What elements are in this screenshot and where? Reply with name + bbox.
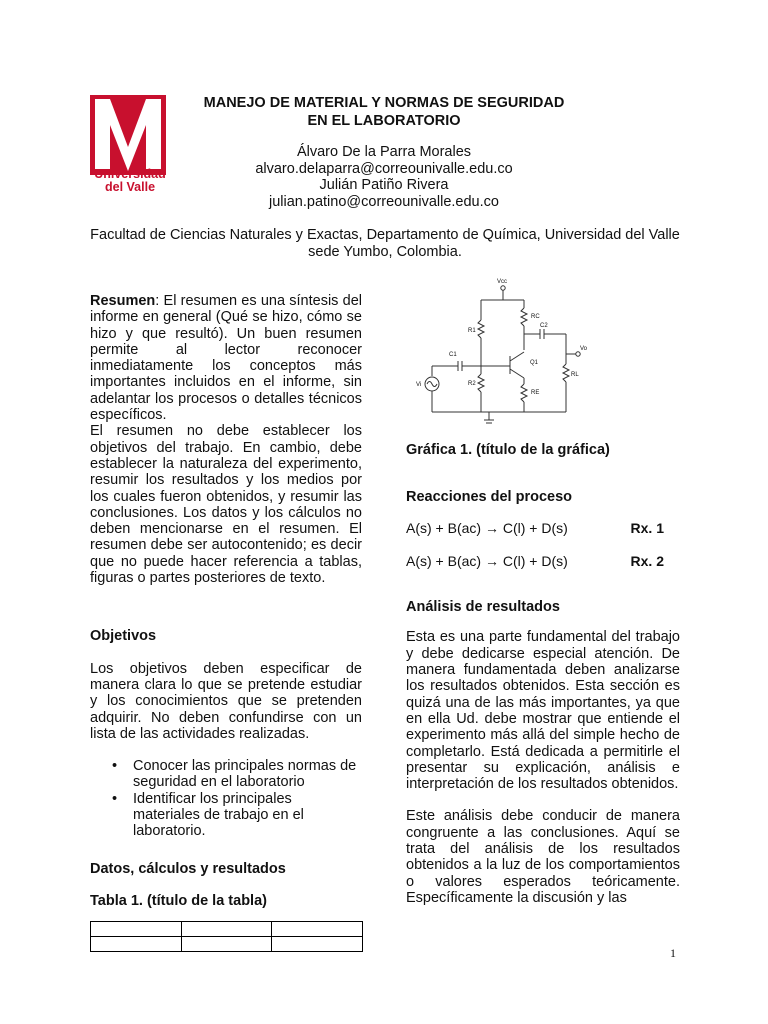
label-rl: RL [571, 372, 579, 378]
figure-caption: Gráfica 1. (título de la gráfica) [406, 442, 610, 458]
label-re: RE [531, 390, 540, 396]
list-item: • Conocer las principales normas de seguridad en el laboratorio [90, 758, 362, 791]
data-table [90, 921, 363, 952]
label-q1: Q1 [530, 360, 539, 366]
reaction-row [406, 553, 664, 569]
analisis-paragraph: Esta es una parte fundamental del trabajo y debe dedicarse especial atención. De manera fundamentada deben analizarse los resultados obtenidos. Esta sección es quizá una de las más importantes, ya que en ella Ud. debe mostrar que entiende el experimento más allá del simple hecho de completarlo. Está dedicada a permitirle el presentar su explicación, análisis e interpretación de los resultados obtenidos. [406, 629, 680, 793]
objetivos-heading: Objetivos [90, 628, 157, 645]
left-column [90, 293, 362, 952]
label-r2: R2 [468, 381, 476, 387]
author-email: julian.patino@correounivalle.edu.co [269, 193, 499, 210]
authors-block [0, 144, 768, 210]
resumen-heading: Resumen [90, 293, 156, 309]
analisis-paragraph-2: Este análisis debe conducir de manera congruente a las conclusiones. Aquí se trata del análisis de los resultados obtenidos a la luz de los comportamientos o valores esperados teóricamente. Específicamente la discusión y las [406, 808, 680, 906]
table-caption: Tabla 1. (título de la tabla) [90, 892, 267, 909]
reaction-row [406, 520, 664, 536]
label-vi: Vi [416, 382, 422, 388]
author-name: Álvaro De la Parra Morales [296, 144, 472, 160]
right-column [406, 442, 680, 906]
reaction-equation: A(s) + B(ac) → C(l) + D(s) [406, 552, 568, 569]
reaction-label: Rx. 2 [630, 552, 664, 569]
document-title: MANEJO DE MATERIAL Y NORMAS DE SEGURIDAD EN EL LABORATORIO [203, 95, 565, 129]
label-c1: C1 [449, 352, 457, 358]
reaction-label: Rx. 1 [630, 519, 664, 536]
reacciones-heading: Reacciones del proceso [406, 489, 573, 506]
logo-text: Universidad del Valle [94, 167, 166, 194]
table-row [91, 922, 363, 937]
objetivos-list [90, 758, 362, 839]
resumen-paragraph: Resumen: El resumen es una síntesis del informe en general (Qué se hizo, cómo se hizo y que resultó). Un buen resumen permite al lector reconocer inmediatamente los conceptos más importantes incluidos en el informe, sin adelantar los procesos o detalles técnicos específicos. [90, 293, 362, 424]
table-row [91, 937, 363, 952]
objetivos-text: Los objetivos deben especificar de manera clara lo que se pretende estudiar y los conocimientos que se pretenden adquirir. No deben confundirse con un lista de las actividades realizadas. [90, 660, 362, 742]
transistor-amplifier-circuit-figure [398, 272, 616, 432]
resumen-paragraph-2: El resumen no debe establecer los objetivos del trabajo. En cambio, debe establecer la naturaleza del experimento, resumir los resultados y los medios por los cuales fueron obtenidos, y resumir las conclusiones. Los datos y los cálculos no deben mencionarse en el resumen. El resumen debe ser autocontenido; es decir que no puede hacer referencia a tablas, figuras o partes posteriores de texto. [90, 423, 362, 587]
author-email: alvaro.delaparra@correounivalle.edu.co [255, 160, 513, 177]
label-r1: R1 [468, 328, 476, 334]
analisis-heading: Análisis de resultados [406, 599, 560, 616]
label-vo: Vo [580, 346, 588, 352]
page-number: 1 [670, 946, 676, 960]
affiliation: Facultad de Ciencias Naturales y Exactas, Departamento de Química, Universidad del Valle sede Yumbo, Colombia. [90, 227, 680, 260]
list-item: • Identificar los principales materiales de trabajo en el laboratorio. [90, 791, 362, 840]
label-c2: C2 [540, 323, 548, 329]
reaction-equation: A(s) + B(ac) → C(l) + D(s) [406, 519, 568, 536]
label-rc: RC [531, 314, 540, 320]
label-vcc: Vcc [497, 279, 508, 285]
datos-heading: Datos, cálculos y resultados [90, 860, 286, 877]
author-name: Julián Patiño Rivera [319, 177, 449, 193]
